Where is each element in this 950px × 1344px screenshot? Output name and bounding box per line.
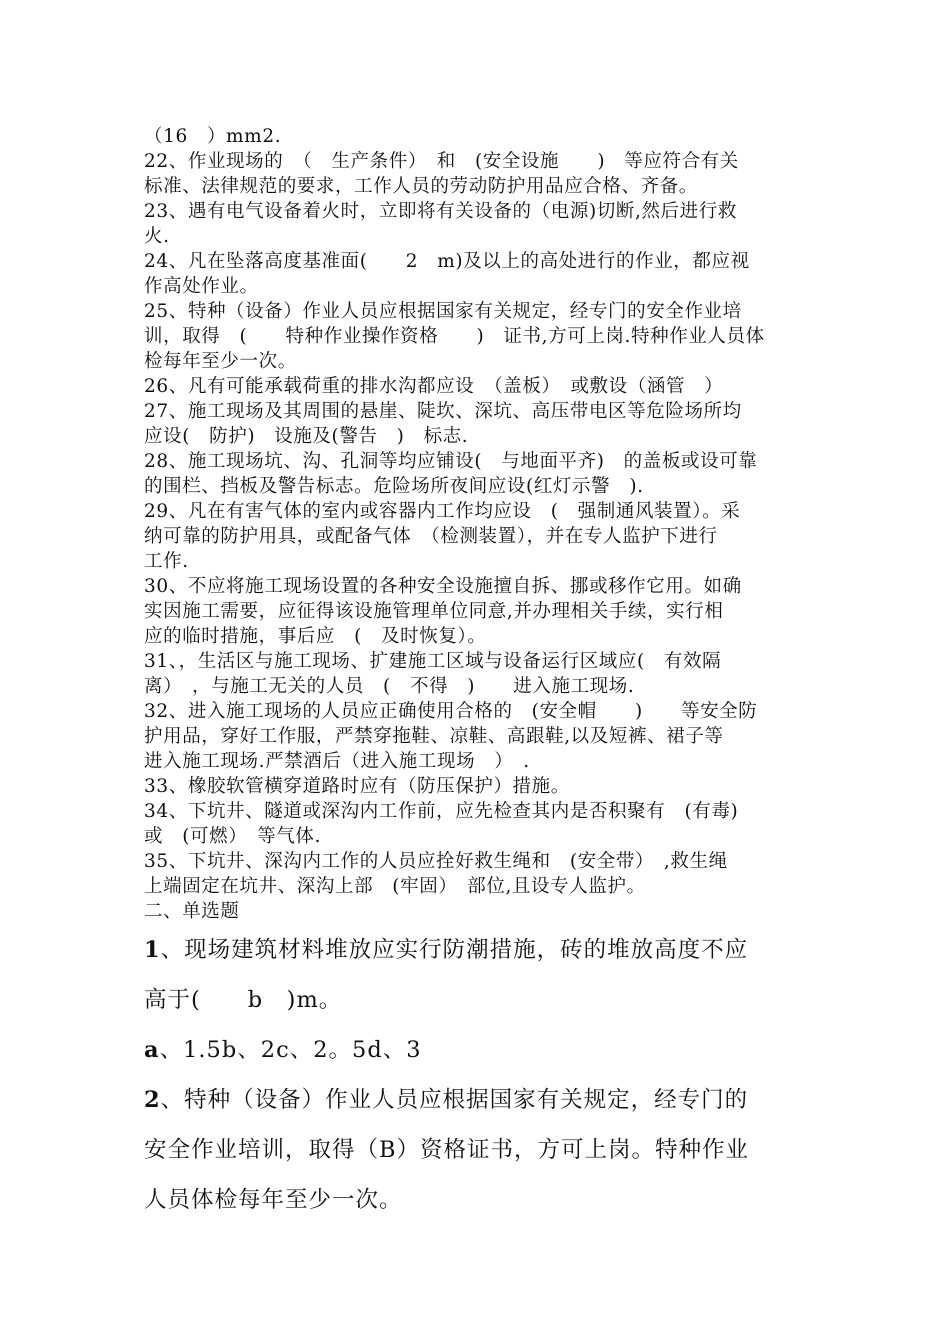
mc-option-a-label: a: [144, 1037, 160, 1063]
mc-question-1-line-2: 高于( b )m。: [144, 987, 343, 1013]
mc-question-2-number: 2: [144, 1087, 161, 1113]
question-27-line-2: 应设( 防护) 设施及(警告 ) 标志.: [144, 426, 469, 447]
question-32-line-3: 进入施工现场.严禁酒后（进入施工现场 ） .: [144, 751, 530, 772]
question-24-line-2: 作高处作业。: [144, 276, 259, 297]
section-title: 二、单选题: [144, 901, 240, 922]
question-33-line-1: 33、橡胶软管横穿道路时应有（防压保护）措施。: [144, 776, 570, 797]
question-34-line-1: 34、下坑井、隧道或深沟内工作前，应先检查其内是否积聚有 (有毒): [144, 801, 739, 822]
question-34-line-2: 或 (可燃） 等气体.: [144, 826, 321, 847]
question-35-line-2: 上端固定在坑井、深沟上部 (牢固） 部位,且设专人监护。: [144, 876, 646, 897]
question-27-line-1: 27、施工现场及其周围的悬崖、陡坎、深坑、高压带电区等危险场所均: [144, 401, 742, 422]
question-22-line-2: 标准、法律规范的要求，工作人员的劳动防护用品应合格、齐备。: [144, 176, 698, 197]
mc-question-1-line-1: [144, 925, 844, 975]
question-29-line-2: 纳可靠的防护用具，或配备气体 （检测装置），并在专人监护下进行: [144, 526, 718, 547]
question-23-line-2: 火.: [144, 226, 170, 247]
question-26-line-1: 26、凡有可能承载荷重的排水沟都应设 （盖板） 或敷设（涵管 ）: [144, 376, 724, 397]
question-25-line-2: 训，取得 ( 特种作业操作资格 ) 证书,方可上岗.特种作业人员体: [144, 326, 765, 347]
question-23-line-1: 23、遇有电气设备着火时，立即将有关设备的（电源)切断,然后进行救: [144, 201, 737, 222]
mc-question-2-line-2: 安全作业培训，取得（B）资格证书，方可上岗。特种作业: [144, 1137, 750, 1163]
question-31-line-1: 31、，生活区与施工现场、扩建施工区域与设备运行区域应( 有效隔: [144, 651, 722, 672]
text-line: （16 ）mm2.: [144, 126, 282, 147]
mc-question-1-number: 1: [144, 937, 161, 963]
mc-options-text: 、1.5b、2c、2。5d、3: [159, 1037, 422, 1063]
question-32-line-2: 护用品，穿好工作服，严禁穿拖鞋、凉鞋、高跟鞋,以及短裤、裙子等: [144, 726, 724, 747]
question-30-line-3: 应的临时措施，事后应 ( 及时恢复）。: [144, 626, 487, 647]
question-24-line-1: 24、凡在坠落高度基准面( 2 m)及以上的高处进行的作业，都应视: [144, 251, 750, 272]
mc-question-1-options: [144, 1025, 844, 1075]
mc-question-2-text: 、特种（设备）作业人员应根据国家有关规定，经专门的: [160, 1087, 749, 1113]
mc-question-1-text: 、现场建筑材料堆放应实行防潮措施，砖的堆放高度不应: [160, 937, 749, 963]
question-29-line-1: 29、凡在有害气体的室内或容器内工作均应设 ( 强制通风装置）。采: [144, 501, 741, 522]
question-25-line-1: 25、特种（设备）作业人员应根据国家有关规定，经专门的安全作业培: [144, 301, 742, 322]
question-30-line-2: 实因施工需要，应征得该设施管理单位同意,并办理相关手续，实行相: [144, 601, 724, 622]
question-25-line-3: 检每年至少一次。: [144, 351, 297, 372]
fill-in-section: [144, 124, 844, 924]
question-30-line-1: 30、不应将施工现场设置的各种安全设施擅自拆、挪或移作它用。如确: [144, 576, 742, 597]
mc-question-2-line-3: 人员体检每年至少一次。: [144, 1187, 403, 1213]
question-28-line-1: 28、施工现场坑、沟、孔洞等均应铺设( 与地面平齐) 的盖板或设可靠: [144, 451, 758, 472]
question-28-line-2: 的围栏、挡板及警告标志。危险场所夜间应设(红灯示警 ).: [144, 476, 644, 497]
question-35-line-1: 35、下坑井、深沟内工作的人员应拴好救生绳和 (安全带） ,救生绳: [144, 851, 728, 872]
question-29-line-3: 工作.: [144, 551, 189, 572]
question-32-line-1: 32、进入施工现场的人员应正确使用合格的 (安全帽 ) 等安全防: [144, 701, 758, 722]
question-31-line-2: 离） ，与施工无关的人员 ( 不得 ) 进入施工现场.: [144, 676, 635, 697]
mc-question-2-line-1: [144, 1075, 844, 1125]
question-22-line-1: 22、作业现场的 （ 生产条件） 和 (安全设施 ) 等应符合有关: [144, 151, 739, 172]
single-choice-section: [144, 925, 844, 1225]
